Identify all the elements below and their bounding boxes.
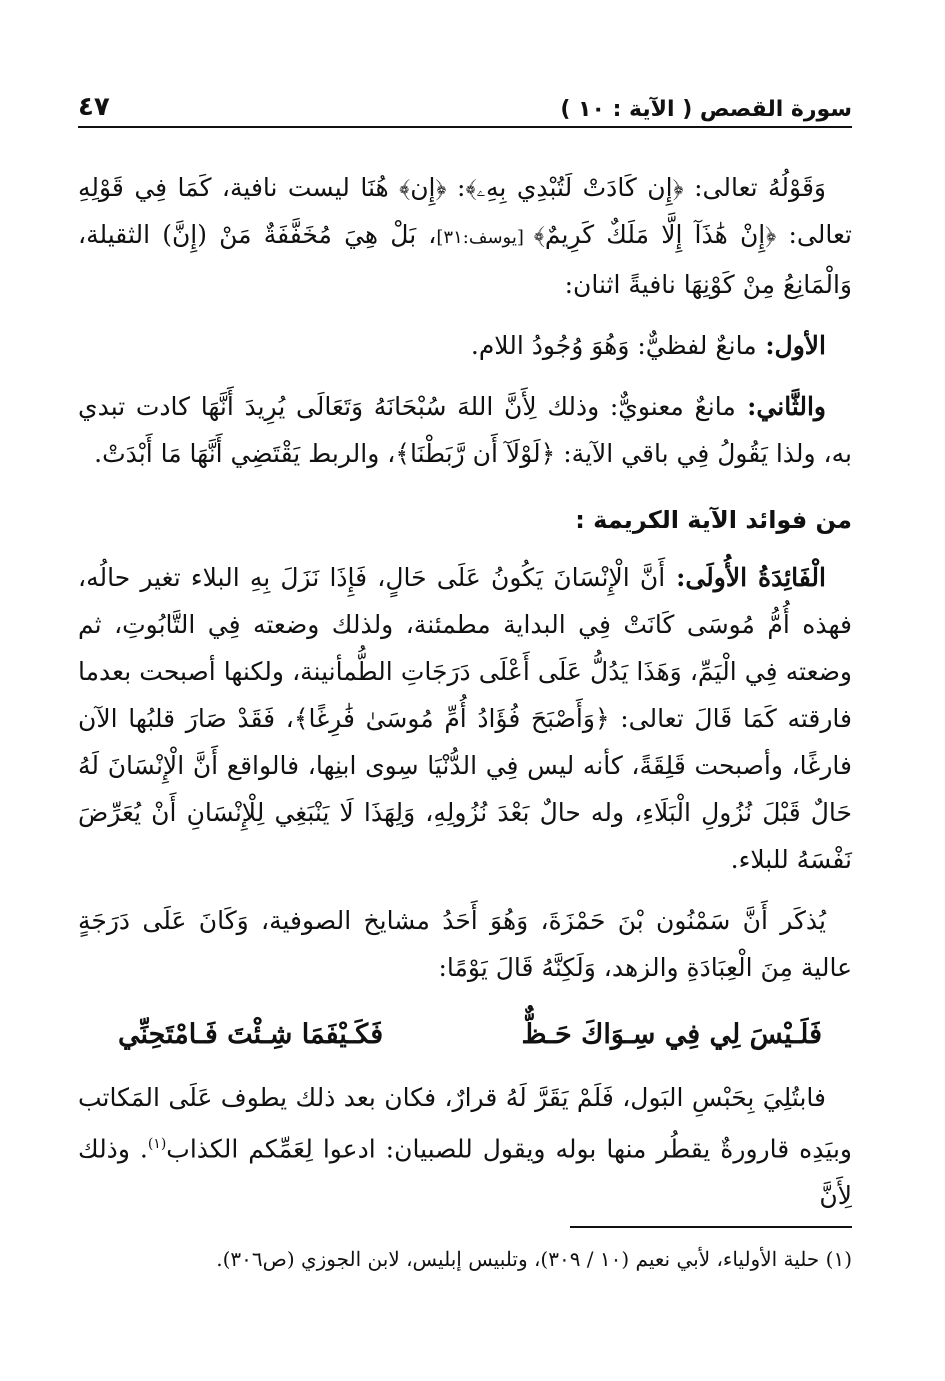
quran-quote: ﴿وَأَصْبَحَ فُؤَادُ أُمِّ مُوسَىٰ فَٰرِغًا﴾ bbox=[293, 704, 610, 733]
text-run: هُنَا ليست نافية، كَمَا فِي قَوْلِهِ تعالى: bbox=[78, 173, 852, 249]
text-run: مانعٌ لفظيٌّ: وَهُوَ وُجُودُ اللام. bbox=[470, 331, 757, 360]
text-run: : bbox=[446, 173, 466, 202]
point-label: الأول: bbox=[756, 331, 826, 360]
point-label: الْفَائِدَةُ الأُولَى: bbox=[665, 563, 826, 592]
verse-hemistich-left: فَكَـيْفَمَا شِـئْتَ فَـامْتَحِنِّي bbox=[118, 1019, 384, 1050]
paragraph-3 bbox=[78, 383, 852, 477]
point-label: والثَّاني: bbox=[735, 392, 827, 421]
verse-reference: [يوسف:٣١] bbox=[436, 227, 534, 248]
quran-quote: ﴿إِن كَادَتْ لَتُبْدِي بِهِۦ﴾ bbox=[465, 173, 684, 202]
poetry-verse bbox=[78, 1005, 852, 1074]
paragraph-1 bbox=[78, 164, 852, 308]
page-number: ٤٧ bbox=[78, 92, 110, 122]
text-run: ، فَقَدْ صَارَ قلبُها الآن فارغًا، وأصبحت قَلِقَةً، كأنه ليس فِي الدُّنْيَا سِوى ابنِها، فالواقع أَنَّ الْإِنْسَانَ لَهُ حَالٌ قَبْلَ نُزُولِ الْبَلَاءِ، وله حالٌ بَعْدَ نُزُولِهِ، وَلِهَذَا لَا يَنْبَغِي لِلْإِنْسَانِ أَنْ يُعَرِّضَ نَفْسَهُ للبلاء. bbox=[78, 704, 852, 874]
paragraph-4 bbox=[78, 554, 852, 883]
text-run: مانعٌ معنويٌّ: وذلك لِأَنَّ اللهَ سُبْحَانَهُ وَتَعَالَى يُرِيدَ أَنَّهَا كادت تبدي به، ولذا يَقُولُ فِي باقي الآية: bbox=[78, 392, 852, 468]
text-run: وَقَوْلُهُ تعالى: bbox=[683, 173, 826, 202]
quran-quote: ﴿لَوْلَآ أَن رَّبَطْنَا﴾ bbox=[395, 439, 556, 468]
page-body bbox=[78, 164, 852, 1233]
footnote-marker: (١) bbox=[147, 1136, 167, 1152]
paragraph-5 bbox=[78, 897, 852, 991]
verse-hemistich-right: فَلَـيْسَ لِي فِي سِـوَاكَ حَـظٌّ bbox=[521, 1019, 822, 1050]
quran-quote: ﴿إِنْ هَٰذَآ إِلَّا مَلَكٌ كَرِيمٌ﴾ bbox=[533, 220, 777, 249]
running-title: سورة القصص ( الآية : ١٠ ) bbox=[560, 97, 852, 122]
text-run: ، بَلْ هِيَ مُخَفَّفَةٌ مَنْ (إِنَّ) الثقيلة، وَالْمَانِعُ مِنْ كَوْنِهَا نافيةً اثنان: bbox=[78, 220, 852, 299]
quran-quote: ﴿إِن﴾ bbox=[399, 173, 447, 202]
text-run: فابتُلِيَ بِحَبْسِ البَول، فَلَمْ يَقَرَّ لَهُ قرارٌ، فكان بعد ذلك يطوف عَلَى المَكاتب وبيَدِه قارورةٌ يقطُر منها بوله ويقول للصبيان: ادعوا لِعَمِّكم الكذاب bbox=[78, 1083, 852, 1164]
section-heading: من فوائد الآية الكريمة : bbox=[575, 506, 852, 534]
text-run: أَنَّ الْإِنْسَانَ يَكُونُ عَلَى حَالٍ، فَإِذَا نَزَلَ بِهِ البلاء تغير حالُه، فهذه أُمُّ مُوسَى كَانَتْ فِي البداية مطمئنة، ولذلك وضعته فِي التَّابُوتِ، ثم وضعته فِي الْيَمِّ، وَهَذَا يَدُلُّ عَلَى أَعْلَى دَرَجَاتِ الطُّمأنينة، ولكنها أصبحت بعدما فارقته كَمَا قَالَ تعالى: bbox=[78, 563, 852, 733]
footnote-divider bbox=[570, 1226, 852, 1228]
paragraph-2 bbox=[78, 322, 852, 369]
paragraph-6 bbox=[78, 1074, 852, 1219]
text-run: ، والربط يَقْتَضِي أَنَّهَا مَا أَبْدَتْ. bbox=[94, 439, 396, 468]
book-page bbox=[78, 0, 852, 1381]
page-header bbox=[78, 88, 852, 128]
text-run: . وذلك لِأَنَّ bbox=[78, 1134, 852, 1211]
footnote: (١) حلية الأولياء، لأبي نعيم (١٠ / ٣٠٩)، وتلبيس إبليس، لابن الجوزي (ص٣٠٦). bbox=[216, 1247, 852, 1271]
text-run: يُذكَر أَنَّ سَمْنُون بْنَ حَمْزَةَ، وَهُوَ أَحَدُ مشايخ الصوفية، وَكَانَ عَلَى دَرَجَةٍ عالية مِنَ الْعِبَادَةِ والزهد، وَلَكِنَّهُ قَالَ يَوْمًا: bbox=[78, 906, 852, 982]
